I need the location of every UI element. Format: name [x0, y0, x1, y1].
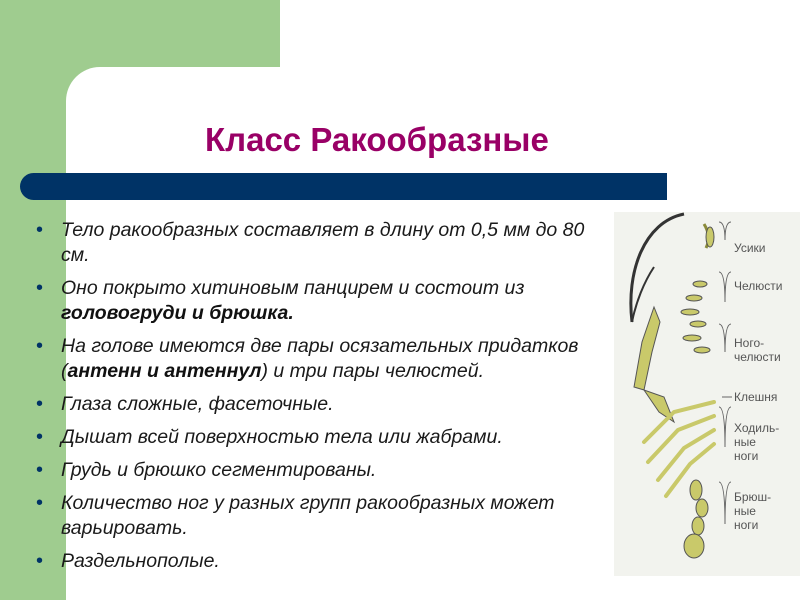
title-underline-bar — [20, 173, 667, 200]
bullet-text: Оно покрыто хитиновым панцирем и состоит из — [61, 277, 525, 299]
bullet-bold-text: головогруди и брюшка. — [61, 302, 294, 324]
label-claw: Клешня — [734, 390, 778, 404]
bullet-list — [36, 218, 596, 582]
bullet-dot: • — [36, 459, 44, 481]
label-antennae: Усики — [734, 241, 766, 255]
bullet-item — [36, 549, 596, 574]
bullet-dot: • — [36, 219, 44, 241]
bullet-item — [36, 425, 596, 450]
bullet-text: На голове имеются две пары осязательных придатков ( — [61, 335, 579, 382]
bullet-text: Глаза сложные, фасеточные. — [61, 393, 334, 415]
bullet-item — [36, 392, 596, 417]
label-swimmerets: Брюш- ные ноги — [734, 490, 772, 532]
bullet-dot: • — [36, 277, 44, 299]
bullet-dot: • — [36, 335, 44, 357]
bullet-text: ) и три пары челюстей. — [261, 360, 484, 382]
bullet-dot: • — [36, 393, 44, 415]
slide-title: Класс Ракообразные — [205, 121, 549, 158]
bullet-item — [36, 334, 596, 384]
bullet-dot: • — [36, 492, 44, 514]
bullet-item — [36, 491, 596, 541]
bullet-bold-text: антенн и антеннул — [67, 360, 262, 382]
label-jaws: Челюсти — [734, 279, 783, 293]
bullet-text: Тело ракообразных составляет в длину от 0,5 мм до 80 см. — [61, 219, 585, 266]
bullet-item — [36, 458, 596, 483]
bullet-dot: • — [36, 550, 44, 572]
bullet-text: Дышат всей поверхностью тела или жабрами. — [61, 426, 503, 448]
label-maxillipeds: Ного- челюсти — [734, 336, 781, 364]
label-walking-legs: Ходиль- ные ноги — [734, 421, 780, 463]
bullet-text: Грудь и брюшко сегментированы. — [61, 459, 377, 481]
bullet-text: Количество ног у разных групп ракообразных может варьировать. — [61, 492, 555, 539]
bullet-item — [36, 218, 596, 268]
bullet-text: Раздельнополые. — [61, 550, 220, 572]
crayfish-appendages-figure — [614, 212, 800, 576]
bullet-item — [36, 276, 596, 326]
bullet-dot: • — [36, 426, 44, 448]
